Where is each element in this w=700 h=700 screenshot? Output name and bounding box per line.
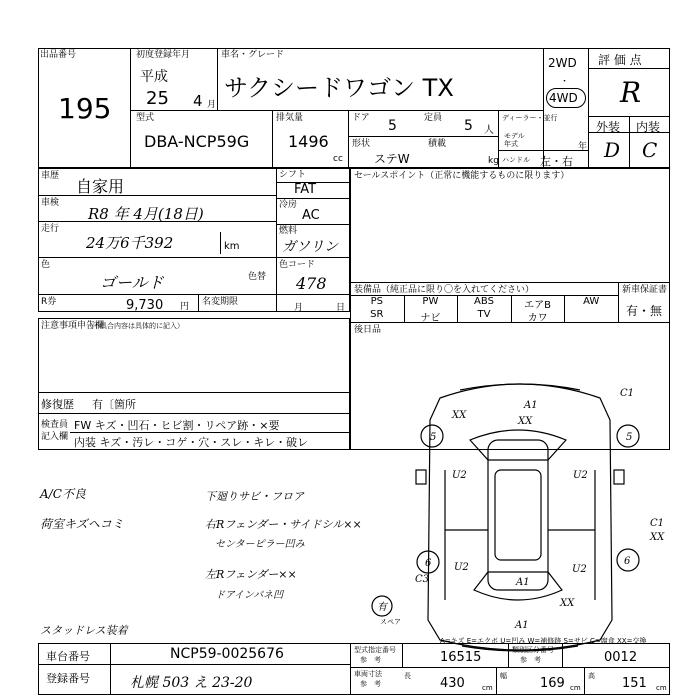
deadline-label: 名変期限 <box>202 297 239 307</box>
hw-line4: 右Rフェンダー・サイドシル×× <box>205 518 362 531</box>
score-label: 評 価 点 <box>598 53 642 67</box>
exterior-label: 外装 <box>596 120 621 134</box>
equipment-item-2: PW <box>422 296 439 307</box>
legend: A=キズ E=エクボ U=凹み W=補修跡 S=サビ C=腐食 XX=交換 <box>440 637 647 645</box>
svg-text:A1: A1 <box>515 620 529 631</box>
doors-value: 5 <box>388 118 397 134</box>
svg-text:C1: C1 <box>650 518 665 529</box>
handle-value: 左・右 <box>540 155 573 168</box>
year-unit: 年 <box>578 142 588 152</box>
svg-text:6: 6 <box>624 556 631 567</box>
dims-ref-label: 参 考 <box>360 680 381 688</box>
height-cm: cm <box>656 684 667 692</box>
interior-label: 内装 <box>636 120 661 134</box>
notes-sub: （不具合内容は具体的に記入） <box>86 322 184 330</box>
type-no-label: 型式指定番号 <box>354 646 396 654</box>
check-label-2: 記入欄 <box>41 432 69 442</box>
repair-label: 修復歴 <box>41 398 74 411</box>
mileage-label: 走行 <box>41 224 60 234</box>
check-row-2: 内装 キズ・汚レ・コゲ・穴・スレ・キレ・破レ <box>74 436 309 449</box>
after-label: 後日品 <box>354 325 382 335</box>
reg-year: 25 <box>146 88 169 109</box>
dims-label: 車両寸法 <box>354 670 382 678</box>
color-code-label: 色コード <box>279 260 316 270</box>
ac-value: AC <box>302 208 320 223</box>
repair-value: 有〔箇所 <box>92 398 136 411</box>
svg-text:C1: C1 <box>620 388 635 399</box>
drive-4wd: 4WD <box>549 91 578 105</box>
km-unit: km <box>224 241 240 252</box>
deadline-day: 日 <box>336 303 346 313</box>
shift-label: シフト <box>279 170 307 180</box>
interior-value: C <box>642 138 658 162</box>
type-no-value: 16515 <box>440 650 482 665</box>
svg-text:XX: XX <box>650 532 665 543</box>
color-label: 色 <box>41 260 51 270</box>
lot-number: 195 <box>58 92 112 125</box>
persons-unit: 人 <box>484 125 494 136</box>
doors-label: ドア <box>352 113 370 123</box>
length-value: 430 <box>440 676 465 691</box>
hw-line5: センターピラー凹み <box>215 539 305 550</box>
chassis-value: NCP59-0025676 <box>170 646 284 662</box>
class-label: 類別区分番号 <box>512 646 554 654</box>
color-value: ゴールド <box>100 273 164 292</box>
equipment-item-3: ABS <box>474 296 494 307</box>
equipment-item-5: AW <box>583 296 600 307</box>
score-value: R <box>620 76 642 109</box>
deadline-month: 月 <box>294 303 304 313</box>
svg-text:XX: XX <box>518 416 533 427</box>
hw-line2: 荷室キズヘコミ <box>40 517 124 531</box>
equipment-item-1: PS <box>370 296 383 307</box>
hw-line8: スタッドレス装着 <box>40 624 128 637</box>
color-no-label: 色替 <box>248 272 267 282</box>
check-row-1: FW キズ・凹石・ヒビ割・リペア跡・×要 <box>74 419 280 432</box>
sales-point-label: セールスポイント（正常に機能するものに限ります） <box>354 171 570 181</box>
history-label: 車歴 <box>41 171 60 181</box>
width-label: 幅 <box>500 672 507 680</box>
exterior-value: D <box>604 138 621 162</box>
svg-text:U2: U2 <box>452 470 467 481</box>
height-value: 151 <box>622 676 647 691</box>
model-value: DBA-NCP59G <box>144 132 250 151</box>
svg-text:6: 6 <box>425 558 432 569</box>
shape-value: ステW <box>374 152 410 166</box>
shift-value: FAT <box>294 182 317 197</box>
displacement-label: 排気量 <box>276 113 304 123</box>
hw-line1: A/C不良 <box>40 487 86 501</box>
class-ref-label: 参 考 <box>520 656 541 664</box>
load-label: 積載 <box>428 139 447 149</box>
width-cm: cm <box>570 684 581 692</box>
width-value: 169 <box>540 676 565 691</box>
equipment-item-row2-3: TV <box>477 309 491 320</box>
inspection-value: R8 年 4月(18日) <box>88 205 204 223</box>
history-value: 自家用 <box>76 177 125 196</box>
svg-text:U2: U2 <box>454 562 469 573</box>
fuel-value: ガソリン <box>282 239 338 255</box>
model-year-label: モデル年式 <box>504 132 525 148</box>
fuel-label: 燃料 <box>279 226 298 236</box>
car-name: サクシードワゴン TX <box>224 74 454 102</box>
height-label: 高 <box>588 672 595 680</box>
first-reg-label: 初度登録年月 <box>136 50 191 60</box>
reg-label: 登録番号 <box>46 672 90 685</box>
class-no-value: 0012 <box>604 650 638 665</box>
drive-2wd: 2WD <box>548 56 577 70</box>
cc-unit: cc <box>333 154 343 164</box>
svg-text:U2: U2 <box>572 564 587 575</box>
dealer-label: ディーラー・並行 <box>502 114 558 122</box>
warranty-label: 新車保証書 <box>622 285 668 295</box>
equipment-label: 装備品（純正品に限り〇を入れてください） <box>354 285 535 295</box>
era: 平成 <box>140 69 168 85</box>
svg-text:5: 5 <box>626 432 633 443</box>
color-code-value: 478 <box>296 274 327 293</box>
warranty-value: 有・無 <box>626 304 663 318</box>
svg-text:XX: XX <box>452 410 467 421</box>
mileage-value: 24万6千392 <box>86 234 174 252</box>
equipment-item-row2-1: SR <box>370 309 384 320</box>
svg-text:C3: C3 <box>415 574 430 585</box>
length-cm: cm <box>482 684 493 692</box>
svg-text:A1: A1 <box>524 400 538 411</box>
lot-label: 出品番号 <box>40 50 77 60</box>
hw-line7: ドアインパネ凹 <box>215 590 284 601</box>
handle-label: ハンドル <box>502 156 530 164</box>
yen-unit: 円 <box>180 302 190 312</box>
reg-value: 札幌 503 え 23-20 <box>130 675 253 691</box>
equipment-item-4: エアB <box>524 300 552 311</box>
recycle-label: R券 <box>41 297 57 307</box>
svg-text:XX: XX <box>560 598 575 609</box>
displacement-value: 1496 <box>288 132 329 151</box>
svg-text:A1: A1 <box>516 577 530 588</box>
shape-label: 形状 <box>352 139 371 149</box>
svg-text:5: 5 <box>430 432 437 443</box>
ac-label: 冷房 <box>279 200 298 210</box>
kg-unit: kg <box>488 156 499 166</box>
equipment-item-row2-2: ナビ <box>420 313 441 324</box>
reg-month: 4 <box>193 92 203 110</box>
svg-text:スペア: スペア <box>380 618 401 626</box>
car-name-label: 車名・グレード <box>221 50 285 60</box>
inspection-label: 車検 <box>41 198 60 208</box>
length-label: 長 <box>404 672 411 680</box>
check-label-1: 検査員 <box>41 420 69 430</box>
month-unit: 月 <box>207 100 217 110</box>
chassis-label: 車台番号 <box>46 650 90 663</box>
hw-line6: 左Rフェンダー×× <box>205 568 297 581</box>
notes-label: 注意事項申告欄 <box>41 321 105 331</box>
capacity-label: 定員 <box>424 113 443 123</box>
hw-line3: 下廻りサビ・フロア <box>205 490 304 503</box>
capacity-value: 5 <box>464 118 473 134</box>
svg-text:有: 有 <box>377 602 387 613</box>
model-label: 型式 <box>136 113 155 123</box>
equipment-item-row2-4: カワ <box>527 313 548 324</box>
type-ref-label: 参 考 <box>360 656 381 664</box>
recycle-value: 9,730 <box>126 298 164 313</box>
svg-text:U2: U2 <box>573 470 588 481</box>
